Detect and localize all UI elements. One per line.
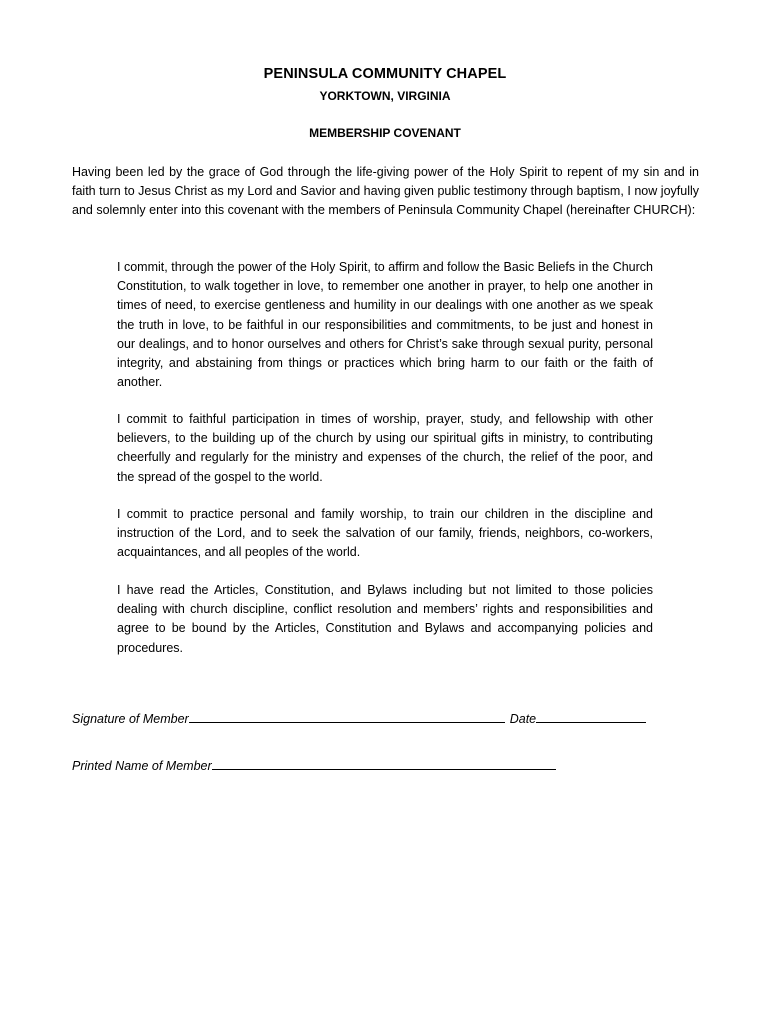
church-location-subtitle: YORKTOWN, VIRGINIA — [319, 89, 451, 103]
church-name-title: PENINSULA COMMUNITY CHAPEL — [263, 66, 507, 82]
printed-name-row — [72, 757, 556, 773]
covenant-clause-3: I commit to practice personal and family worship, to train our children in the discipline and instruction of the Lord, and to seek the salvation of our family, friends, neighbors, co-workers, acquaintances, and all peoples of the world. — [117, 507, 653, 560]
signature-row — [72, 710, 646, 726]
covenant-heading: MEMBERSHIP COVENANT — [309, 126, 461, 140]
date-label: Date — [509, 712, 537, 726]
intro-paragraph: Having been led by the grace of God through the life-giving power of the Holy Spirit to repent of my sin and in faith turn to Jesus Christ as my Lord and Savior and having given public testimony through baptism, I now joyfully and solemnly enter into this covenant with the members of Peninsula Community Chapel (hereinafter CHURCH): — [72, 165, 699, 218]
covenant-clause-4: I have read the Articles, Constitution, and Bylaws including but not limited to those policies dealing with church discipline, conflict resolution and members’ rights and responsibilities and agree to be bound by the Articles, Constitution and Bylaws and accompanying policies and procedures. — [117, 583, 653, 655]
covenant-clause-1: I commit, through the power of the Holy Spirit, to affirm and follow the Basic Beliefs in the Church Constitution, to walk together in love, to remember one another in prayer, to help one another in times of need, to exercise gentleness and humility in our dealings with one another as we speak the truth in love, to be faithful in our responsibilities and commitments, to be just and honest in our dealings, and to honor ourselves and others for Christ’s sake through sexual purity, personal integrity, and abstaining from things or practices which bring harm to our faith or the faith of another. — [117, 260, 653, 390]
signature-line[interactable] — [189, 710, 505, 723]
signature-label: Signature of Member — [72, 712, 189, 726]
printed-name-line[interactable] — [212, 757, 556, 770]
covenant-clause-2: I commit to faithful participation in times of worship, prayer, study, and fellowship with other believers, to the building up of the church by using our spiritual gifts in ministry, to contributing cheerfully and regularly for the ministry and expenses of the church, the relief of the poor, and the spread of the gospel to the world. — [117, 412, 653, 484]
printed-name-label: Printed Name of Member — [72, 759, 212, 773]
date-line[interactable] — [536, 710, 646, 723]
